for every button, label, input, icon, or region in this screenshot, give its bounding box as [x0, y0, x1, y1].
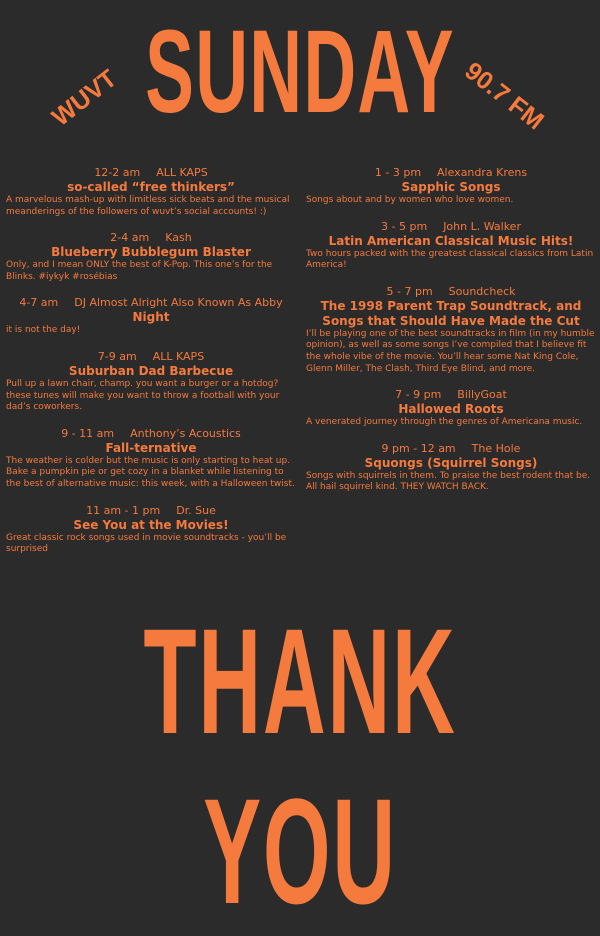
- show-host: John L. Walker: [443, 219, 521, 233]
- station-frequency: 90.7 FM: [459, 56, 549, 136]
- show-title: Hallowed Roots: [398, 402, 504, 417]
- show-meta: [306, 220, 596, 234]
- station-name: WUVT: [46, 64, 123, 132]
- show-host: BillyGoat: [457, 388, 507, 402]
- show-description: Two hours packed with the greatest classical classics from Latin America!: [306, 248, 594, 271]
- show-block: [6, 296, 296, 337]
- show-description: Only, and I mean ONLY the best of K-Pop. This one’s for the Blinks. #iykyk #rosébias: [6, 260, 273, 282]
- show-title: Night: [132, 310, 170, 325]
- show-block: [6, 427, 296, 491]
- show-meta: [6, 231, 296, 245]
- show-title: Squongs (Squirrel Songs): [364, 455, 538, 470]
- show-block: [6, 166, 296, 218]
- show-block: [306, 220, 596, 272]
- show-meta: [6, 296, 296, 310]
- show-time: 1 - 3 pm: [374, 166, 422, 179]
- show-description: Songs with squirrels in them. To praise the best rodent that be. All hail squirrel kind. THEY WATCH BACK.: [306, 470, 591, 493]
- show-block: [6, 504, 296, 556]
- show-description: The weather is colder but the music is only starting to heat up. Bake a pumpkin pie or get cozy in a blanket while listening to the best of alternative music: this week, with a Halloween twist.: [6, 455, 295, 489]
- show-title: Blueberry Bubblegum Blaster: [51, 245, 251, 260]
- day-heading: SUNDAY: [145, 6, 455, 138]
- show-title: See You at the Movies!: [73, 517, 229, 532]
- show-title: The 1998 Parent Trap Soundtrack, and Songs that Should Have Made the Cut: [320, 298, 582, 328]
- show-host: DJ Almost Alright Also Known As Abby: [74, 296, 283, 310]
- show-time: 2-4 am: [110, 231, 150, 245]
- show-host: The Hole: [471, 441, 521, 455]
- show-time: 3 - 5 pm: [381, 219, 428, 233]
- show-meta: [306, 442, 596, 456]
- schedule-column-right: [306, 166, 596, 507]
- show-block: [306, 388, 596, 429]
- show-title: Sapphic Songs: [401, 180, 501, 194]
- show-block: [306, 442, 596, 494]
- show-title: so-called “free thinkers”: [67, 180, 235, 194]
- thank-you-heading: THANK YOU: [143, 597, 457, 935]
- show-description: it is not the day!: [6, 325, 81, 336]
- show-description: I’ll be playing one of the best soundtracks in film (in my humble opinion), as well as some songs I’ve compiled that I believe fit the whole vibe of the movie. You’ll hear some Nat King Cole, Glenn Miller, The Clash, Third Eye Blind, and more.: [306, 328, 595, 374]
- show-description: A venerated journey through the genres of Americana music.: [306, 417, 583, 428]
- show-time: 11 am - 1 pm: [86, 503, 161, 517]
- show-meta: [306, 285, 596, 299]
- show-host: Dr. Sue: [176, 503, 216, 517]
- show-meta: [6, 350, 296, 364]
- show-meta: [6, 504, 296, 518]
- show-host: Anthony’s Acoustics: [130, 426, 241, 440]
- show-block: [6, 350, 296, 414]
- show-time: 7-9 am: [97, 349, 137, 363]
- show-host: ALL KAPS: [152, 349, 205, 363]
- show-title: Fall-ternative: [105, 440, 197, 455]
- show-time: 4-7 am: [19, 296, 59, 310]
- show-meta: [306, 166, 596, 180]
- show-meta: [306, 388, 596, 402]
- show-meta: [6, 427, 296, 441]
- show-time: 7 - 9 pm: [395, 388, 442, 402]
- show-description: Great classic rock songs used in movie soundtracks - you’ll be surprised: [6, 532, 287, 555]
- show-time: 9 pm - 12 am: [381, 441, 456, 455]
- show-title: Latin American Classical Music Hits!: [328, 233, 574, 248]
- show-description: Pull up a lawn chair, champ. you want a burger or a hotdog? these tunes will make you want to throw a football with your dad’s coworkers.: [6, 378, 280, 413]
- show-description: Songs about and by women who love women.: [306, 195, 514, 205]
- show-time: 12-2 am: [94, 166, 141, 179]
- show-block: [6, 231, 296, 283]
- show-time: 9 - 11 am: [61, 426, 115, 440]
- schedule-column-left: [6, 166, 296, 569]
- show-meta: [6, 166, 296, 180]
- show-host: ALL KAPS: [156, 166, 208, 179]
- show-block: [306, 166, 596, 207]
- show-host: Alexandra Krens: [437, 166, 528, 179]
- show-time: 5 - 7 pm: [386, 284, 433, 298]
- show-description: A marvelous mash-up with limitless sick beats and the musical meanderings of the followers of wuvt’s social accounts! :): [6, 195, 290, 217]
- show-title: Suburban Dad Barbecue: [68, 363, 234, 378]
- show-host: Soundcheck: [448, 284, 516, 298]
- show-host: Kash: [165, 231, 192, 245]
- show-block: [306, 285, 596, 375]
